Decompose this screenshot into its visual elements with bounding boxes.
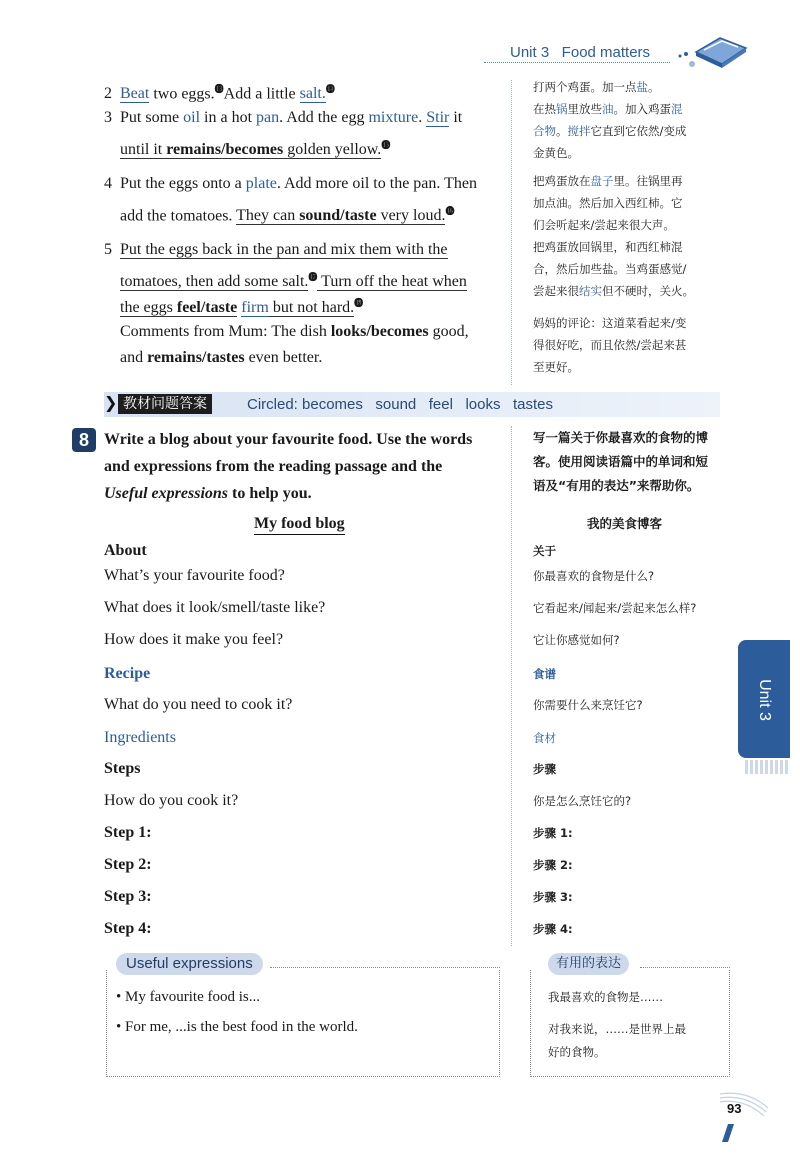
box-top-rule [640,967,730,968]
passage-text: but not hard. [268,299,355,317]
passage-text: remains/tastes [147,349,245,366]
translation-line [533,192,733,214]
passage-text: add the tomatoes. [120,207,237,225]
translation-text: 它直到它依然/变成 [590,124,687,138]
useful-item: • For me, ...is the best food in the world. [116,1019,358,1035]
blog-prompt: What does it look/smell/taste like? [104,599,326,616]
passage-text: pan [256,109,280,126]
passage-text: Stir [426,109,450,126]
box-top-rule [270,967,500,968]
passage-text: They can [236,207,300,225]
passage-text: . Add more oil to the pan. Then [276,175,477,192]
translation-text: 把鸡蛋放回锅里，和西红柿混 [533,240,683,254]
passage-line [104,174,477,194]
translation-line [533,98,733,120]
useful-item-zh: 好的食物。 [548,1045,606,1059]
blog-prompt-zh: 你是怎么烹饪它的? [533,794,632,808]
passage-text: . [418,109,427,126]
translation-text: 结实 [579,284,602,298]
useful-item: • My favourite food is... [116,989,260,1005]
answer-text: Circled: becomes sound feel looks tastes [247,396,553,413]
translation-text: 至更好。 [533,360,579,374]
passage-text: mixture [368,109,419,126]
passage-text: Add a little [223,85,300,103]
blog-prompt: What’s your favourite food? [104,567,285,584]
blog-prompt-zh: 你需要什么来烹饪它? [533,698,643,712]
note-marker: ⓭ [214,85,224,95]
book-stack-icon [676,32,750,72]
passage-text: . [321,85,326,103]
translation-text: 们会听起来/尝起来很大声。 [533,218,675,232]
passage-text: Comments from Mum: The dish [120,323,331,340]
translation-text: 里放些 [567,102,602,116]
page-corner-icon [718,1088,770,1144]
useful-item-zh: 对我来说，……是世界上最 [548,1022,686,1036]
translation-line [533,142,733,164]
translation-line [533,236,733,258]
translation-text: 打两个鸡蛋。加一点 [533,80,637,94]
translation-text: 金黄色。 [533,146,579,160]
translation-column [533,76,733,378]
header-rule [484,62,670,63]
passage-text: Put the eggs onto a [120,175,246,192]
column-divider [511,80,512,385]
translation-line [533,356,733,378]
passage-text: . Add the egg [279,109,369,126]
passage-line [104,202,454,226]
useful-expressions-title: Useful expressions [116,953,263,975]
page-number: 93 [727,1101,742,1116]
blog-prompt: How does it make you feel? [104,631,284,648]
translation-line [533,280,733,302]
translation-text: 合物 [533,124,556,138]
passage-line [104,268,467,292]
chevron-right-icon: ❯ [104,393,118,412]
translation-text: 搅拌 [567,124,591,138]
passage-text: and [120,349,148,366]
translation-text: 盐 [636,80,648,94]
translation-text: 。加入鸡蛋 [613,102,671,116]
blog-prompt-zh: 食谱 [533,667,556,681]
blog-prompt-zh: 步骤 3: [533,890,573,904]
translation-line [533,214,733,236]
blog-prompt: Ingredients [104,729,176,746]
step-number: 5 [104,241,112,258]
note-marker: ⓮ [325,85,335,95]
blog-prompt-zh: 步骤 4: [533,922,573,936]
passage-text: remains/becomes [166,141,284,159]
blog-prompt-zh: 它看起来/闻起来/尝起来怎么样? [533,601,697,615]
task-number: 8 [72,428,96,452]
passage-text: until it [120,141,167,159]
note-marker: ⓰ [445,207,455,217]
translation-text: 合，然后加些盐。当鸡蛋感觉/ [533,262,687,276]
tab-stripe [745,760,790,774]
translation-line [533,334,733,356]
passage-text: the eggs [120,299,177,317]
note-marker: ⓱ [308,273,318,283]
passage-text: two eggs. [149,85,215,103]
translation-text: 里。往锅里再 [613,174,683,188]
passage-text: Put the eggs back in the pan and mix them with the [120,241,448,258]
passage-text: in a hot [200,109,257,126]
blog-prompt-zh: 步骤 2: [533,858,573,872]
translation-line [533,258,733,280]
passage-text: Turn off the heat when [317,273,467,291]
step-number: 2 [104,85,112,103]
translation-text: 锅 [556,102,568,116]
passage-text: oil [183,109,201,126]
useful-item-zh: 我最喜欢的食物是…… [548,990,663,1004]
passage-text: feel/taste [176,299,238,317]
running-header: Unit 3 Food matters [510,44,651,61]
passage-line [104,322,469,342]
note-marker: ⓯ [381,141,391,151]
passage-text: firm [241,299,269,317]
unit-tab-label: Unit 3 [756,679,773,721]
passage-text: Put some [120,109,184,126]
passage-text: salt [299,85,322,103]
useful-expressions-title-zh: 有用的表达 [548,953,629,975]
blog-prompt: How do you cook it? [104,792,239,809]
blog-prompt: Step 3: [104,888,152,905]
translation-text: 。 [648,80,660,94]
passage-text: it [449,109,463,126]
passage-text: even better. [244,349,323,366]
passage-line [104,108,462,128]
blog-title: My food blog [254,514,345,535]
blog-prompt: Step 4: [104,920,152,937]
blog-prompt-zh: 步骤 [533,762,556,776]
translation-line [533,120,733,142]
blog-prompt-zh: 关于 [533,544,556,558]
translation-line [533,170,733,192]
passage-line [104,240,448,260]
translation-text: 。 [556,124,568,138]
blog-prompt: About [104,542,147,559]
blog-prompt-zh: 步骤 1: [533,826,573,840]
passage-line [104,294,363,318]
passage-text: very loud. [376,207,446,225]
passage-text: tomatoes, then add some salt. [120,273,309,291]
passage-line [104,348,322,368]
note-marker: ⓲ [354,299,364,309]
translation-text: 尝起来很 [533,284,579,298]
translation-text: 得很好吃，而且依然/尝起来甚 [533,338,687,352]
step-number: 4 [104,175,112,192]
passage-text: looks/becomes [330,323,429,340]
step-number: 3 [104,109,112,126]
blog-title-zh: 我的美食博客 [587,516,663,531]
translation-text: 盘子 [590,174,614,188]
passage-text: Beat [120,85,150,103]
translation-line [533,312,733,334]
translation-text: 在热 [533,102,556,116]
translation-text: 但不硬时，关火。 [602,284,694,298]
passage-text: sound/taste [299,207,377,225]
translation-line [533,76,733,98]
translation-text: 油 [602,102,614,116]
answer-tag: 教材问题答案 [118,394,212,414]
task-translation: 写一篇关于你最喜欢的食物的博 客。使用阅读语篇中的单词和短 语及“有用的表达”来帮助你。 [533,430,709,493]
column-divider [511,426,512,946]
task-instructions: Write a blog about your favourite food. Use the words and expressions from the reading passage and the Useful expressions to help you. [104,431,473,502]
blog-prompt: What do you need to cook it? [104,696,293,713]
blog-prompt-zh: 你最喜欢的食物是什么? [533,569,655,583]
blog-prompt: Recipe [104,665,151,682]
passage-text: good, [428,323,469,340]
translation-text: 加点油。然后加入西红柿。它 [533,196,683,210]
passage-text: golden yellow. [283,141,382,159]
blog-prompt-zh: 它让你感觉如何? [533,633,620,647]
passage-line [104,136,390,160]
translation-text: 妈妈的评论：这道菜看起来/变 [533,316,687,330]
blog-prompt: Step 1: [104,824,152,841]
passage-text: plate [245,175,277,192]
blog-prompt-zh: 食材 [533,731,556,745]
translation-text: 把鸡蛋放在 [533,174,591,188]
passage-line [104,80,335,104]
blog-prompt: Steps [104,760,141,777]
blog-prompt: Step 2: [104,856,152,873]
translation-text: 混 [671,102,683,116]
